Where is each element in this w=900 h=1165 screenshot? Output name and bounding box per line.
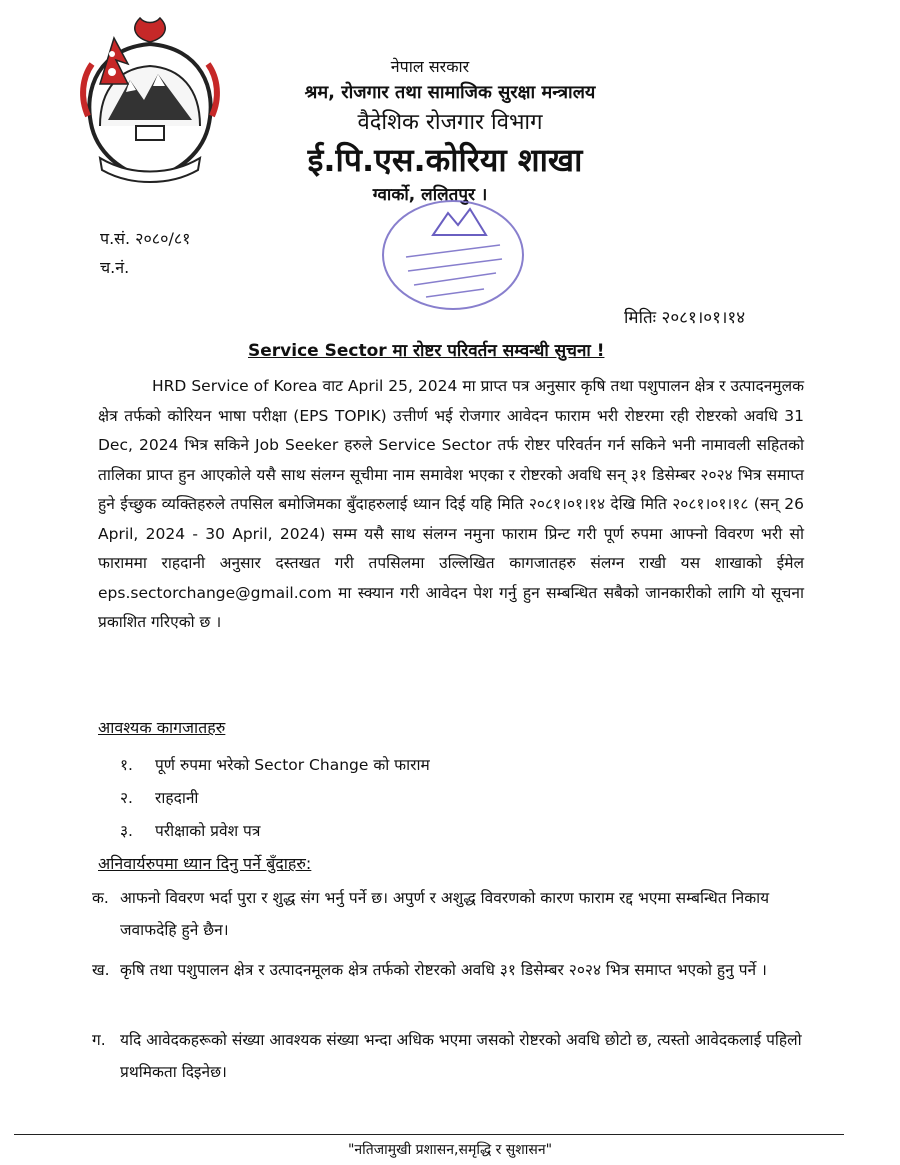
- note-item-text: कृषि तथा पशुपालन क्षेत्र र उत्पादनमूलक क्षेत्र तर्फको रोष्टरको अवधि ३१ डिसेम्बर २०२४ भित्र समाप्त भएको हुनु पर्ने ।: [120, 961, 767, 979]
- document-item: [120, 786, 198, 808]
- header-government: नेपाल सरकार: [390, 57, 470, 76]
- nepal-emblem-icon: [70, 8, 230, 188]
- header-ministry: श्रम, रोजगार तथा सामाजिक सुरक्षा मन्त्रालय: [304, 82, 596, 103]
- official-stamp-icon: [378, 195, 528, 315]
- header-address: ग्वार्को, ललितपुर ।: [372, 185, 488, 205]
- note-item-label: ग.: [92, 1031, 106, 1049]
- document-item-number: २.: [120, 789, 133, 807]
- documents-heading: आवश्यक कागजातहरु: [98, 718, 226, 737]
- note-item: [92, 1024, 804, 1088]
- note-item: [92, 954, 804, 986]
- notice-body: [98, 372, 804, 638]
- document-item-text: पूर्ण रुपमा भरेको Sector Change को फाराम: [155, 756, 430, 774]
- header-section: ई.पि.एस.कोरिया शाखा: [307, 141, 583, 179]
- dispatch-number: च.नं.: [100, 258, 130, 277]
- note-item: [92, 882, 804, 946]
- note-item-text: यदि आवेदकहरूको संख्या आवश्यक संख्या भन्दा अधिक भएमा जसको रोष्टरको अवधि छोटो छ, त्यस्तो आवेदकलाई पहिलो प्रथमिकता दिइनेछ।: [120, 1031, 802, 1081]
- notice-date: मितिः २०८१।०१।१४: [624, 308, 746, 328]
- document-item: [120, 753, 430, 775]
- document-item-number: ३.: [120, 822, 133, 840]
- notice-subject: Service Sector मा रोष्टर परिवर्तन सम्वन्धी सुचना !: [248, 341, 605, 361]
- reference-number: प.सं. २०८०/८१: [100, 229, 191, 248]
- document-item-text: राहदानी: [155, 789, 199, 807]
- notes-heading: अनिवार्यरुपमा ध्यान दिनु पर्ने बुँदाहरु:: [98, 854, 312, 873]
- document-item-text: परीक्षाको प्रवेश पत्र: [155, 822, 261, 840]
- note-item-label: क.: [92, 889, 109, 907]
- footer-divider: [14, 1134, 844, 1135]
- note-item-text: आफनो विवरण भर्दा पुरा र शुद्ध संग भर्नु पर्ने छ। अपुर्ण र अशुद्ध विवरणको कारण फाराम रद्द भएमा सम्बन्धित निकाय जवाफदेहि हुने छैन।: [120, 889, 770, 939]
- note-item-label: ख.: [92, 961, 110, 979]
- header-department: वैदेशिक रोजगार विभाग: [357, 110, 543, 135]
- document-item-number: १.: [120, 756, 133, 774]
- body-paragraph: HRD Service of Korea वाट April 25, 2024 मा प्राप्त पत्र अनुसार कृषि तथा पशुपालन क्षेत्र र उत्पादनमुलक क्षेत्र तर्फको कोरियन भाषा परीक्षा (EPS TOPIK) उत्तीर्ण भई रोजगार आवेदन फाराम भरी रोष्टरमा रही रोष्टरको अवधि 31 Dec, 2024 भित्र सकिने Job Seeker हरुले Service Sector तर्फ रोष्टर परिवर्तन गर्न सकिने भनी नामावली सहितको तालिका प्राप्त हुन आएकोले यसै साथ संलग्न सूचीमा नाम समावेश भएका र रोष्टरको अवधि सन् ३१ डिसेम्बर २०२४ भित्र समाप्त हुने ईच्छुक व्यक्तिहरुले तपसिल बमोजिमका बुँदाहरुलाई ध्यान दिई यहि मिति २०८१।०१।१४ देखि मिति २०८१।०१।१८ (सन् 26 April, 2024 - 30 April, 2024) सम्म यसै साथ संलग्न नमुना फाराम प्रिन्ट गरी पूर्ण रुपमा आफ्नो विवरण भरी सो फाराममा राहदानी अनुसार दस्तखत गरी तपसिलमा उल्लिखित कागजातहरु संलग्न राखी यस शाखाको ईमेल eps.sectorchange@gmail.com मा स्क्यान गरी आवेदन पेश गर्नु हुन सम्बन्धित सबैको जानकारीको लागि यो सूचना प्रकाशित गरिएको छ ।: [98, 377, 804, 631]
- footer-slogan: "नतिजामुखी प्रशासन,समृद्धि र सुशासन": [347, 1142, 553, 1158]
- document-item: [120, 819, 260, 841]
